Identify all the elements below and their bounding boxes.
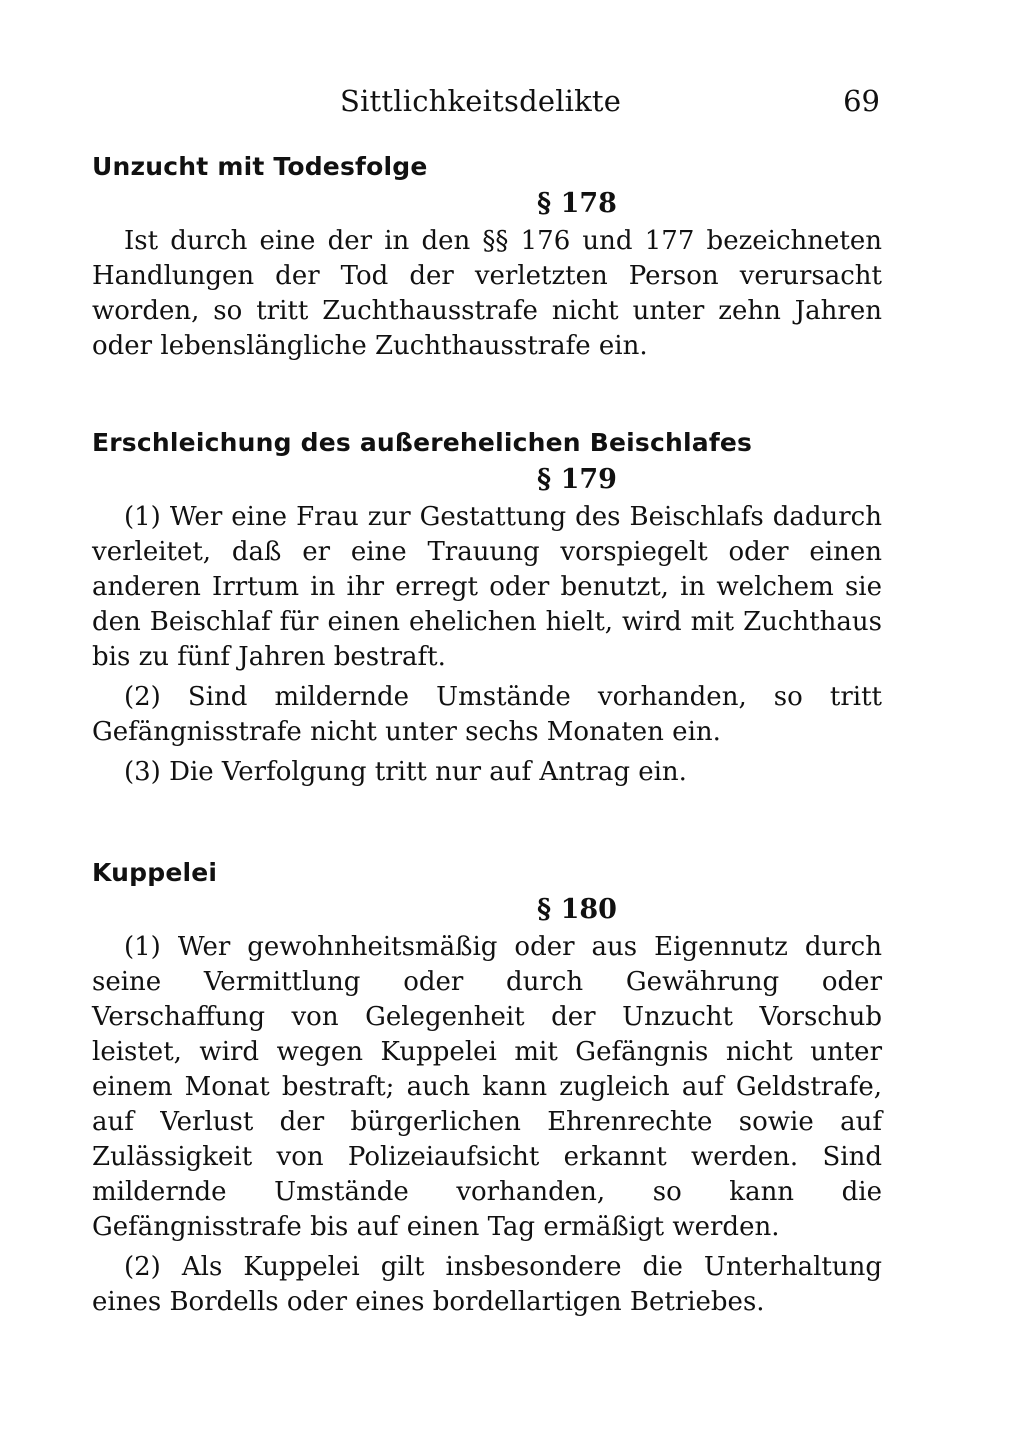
running-title: Sittlichkeitsdelikte bbox=[340, 84, 622, 118]
section-heading: Erschleichung des außerehelichen Beischlafes bbox=[92, 428, 753, 457]
section-180 bbox=[92, 856, 882, 1320]
paragraph-number: § 178 bbox=[537, 188, 617, 219]
paragraph-text: (1) Wer eine Frau zur Gestattung des Beischlafs dadurch verleitet, daß er eine Trauung vorspiegelt oder einen anderen Irrtum in ihr erregt oder benutzt, in welchem sie den Beischlaf für einen ehelichen hielt, wird mit Zuchthaus bis zu fünf Jahren bestraft. bbox=[92, 502, 882, 672]
paragraph-text: Ist durch eine der in den §§ 176 und 177 bezeichneten Handlungen der Tod der verletzten Person verursacht worden, so tritt Zuchthausstrafe nicht unter zehn Jahren oder lebenslängliche Zuchthausstrafe ein. bbox=[92, 226, 882, 361]
section-heading: Kuppelei bbox=[92, 858, 218, 887]
section-heading: Unzucht mit Todesfolge bbox=[92, 152, 428, 181]
paragraph-text: (1) Wer gewohnheitsmäßig oder aus Eigennutz durch seine Vermittlung oder durch Gewährung oder Verschaffung von Gelegenheit der Unzucht Vorschub leistet, wird wegen Kuppelei mit Gefängnis nicht unter einem Monat bestraft; auch kann zugleich auf Geldstrafe, auf Verlust der bürgerlichen Ehrenrechte sowie auf Zulässigkeit von Polizeiaufsicht erkannt werden. Sind mildernde Umstände vorhanden, so kann die Gefängnisstrafe bis auf einen Tag ermäßigt werden. bbox=[92, 932, 882, 1242]
section-179 bbox=[92, 426, 882, 790]
paragraph-text: (2) Als Kuppelei gilt insbesondere die Unterhaltung eines Bordells oder eines bordellartigen Betriebes. bbox=[92, 1252, 882, 1317]
paragraph-text: (2) Sind mildernde Umstände vorhanden, so tritt Gefängnisstrafe nicht unter sechs Monaten ein. bbox=[92, 682, 882, 747]
paragraph-number: § 180 bbox=[537, 894, 617, 925]
paragraph-text: (3) Die Verfolgung tritt nur auf Antrag ein. bbox=[124, 757, 687, 787]
paragraph-number: § 179 bbox=[537, 464, 617, 495]
page-number: 69 bbox=[843, 84, 880, 118]
section-178 bbox=[92, 150, 882, 364]
